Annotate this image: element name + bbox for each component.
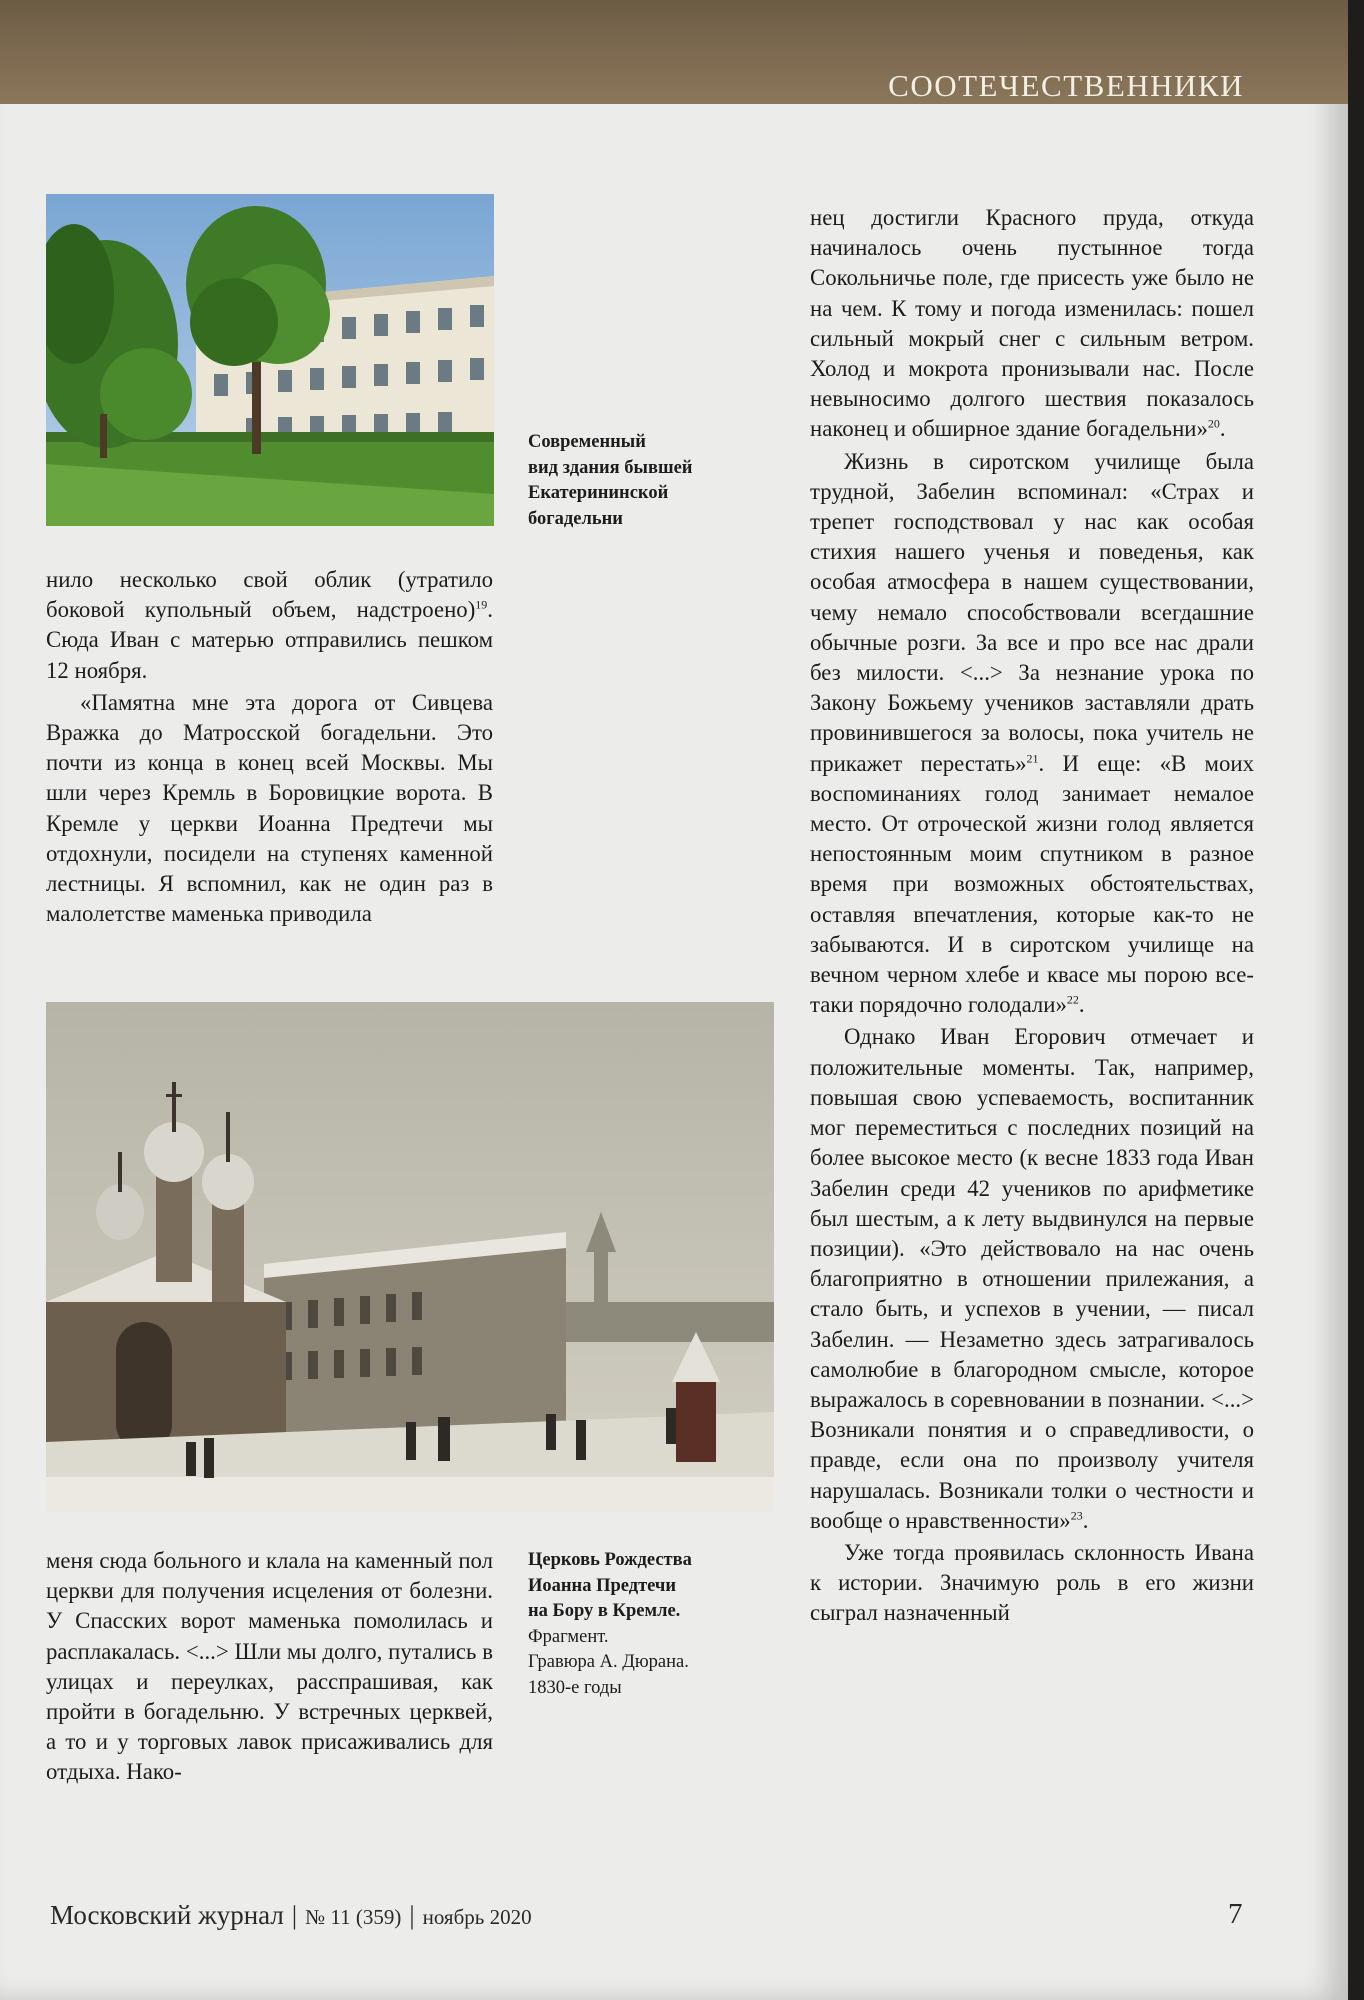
building-photo-caption (528, 430, 768, 532)
paragraph (810, 447, 1254, 1021)
church-engraving-illustration (46, 1002, 774, 1512)
paragraph-text: меня сюда больного и клала на каменный пол церкви для получения исцеления от болезни. У Спасских ворот маменька помолилась и расплакалась. <...> Шли мы долго, путались в улицах и переулках, расспрашивая, как пройти в богадельню. У встречных церквей, а то и у торговых лавок присаживались для отдыха. Нако- (46, 1548, 493, 1785)
section-rubric: СООТЕЧЕСТВЕННИКИ (888, 68, 1244, 103)
footnote-ref: 22 (1066, 992, 1079, 1007)
caption-note-line: Фрагмент. (528, 1626, 609, 1647)
paragraph-text: . (1078, 992, 1085, 1018)
church-engraving (46, 1002, 774, 1512)
paragraph-text: . (1219, 416, 1226, 442)
paragraph (46, 1546, 493, 1788)
issue-number: № 11 (359) (305, 1905, 402, 1929)
right-column-text (810, 203, 1254, 1629)
engraving-caption (528, 1548, 768, 1701)
caption-line: Современный (528, 432, 646, 452)
paragraph-text: Однако Иван Егорович отмечает и положительные моменты. Так, например, повышая свою успеваемость, воспитанник мог переместиться с последних позиций на более высокое место (к весне 1833 года Иван Забелин среди 42 учеников по арифметике был шестым, а к лету выдвинулся на первые позиции). «Это действовало на нас очень благоприятно в отношении прилежания, а стало быть, и успехов в учении, — писал Забелин. — Незаметно здесь затрагивалось самолюбие в благородном смысле, которое выражалось в соревновании в познании. <...> Возникали понятия и о справедливости, о правде, если она по произволу учителя нарушалась. Возникали толки о честности и вообще о нравственности» (810, 1024, 1254, 1533)
caption-title-line: Церковь Рождества (528, 1550, 692, 1570)
footnote-ref: 20 (1207, 416, 1220, 431)
paragraph-text: «Памятна мне эта дорога от Сивцева Вражка до Матросской богадельни. Это почти из конца в конец всей Москвы. Мы шли через Кремль в Боровицкие ворота. В Кремле у церкви Иоанна Предтечи мы отдохнули, посидели на ступенях каменной лестницы. Я вспомнил, как не один раз в малолетстве маменька приводила (46, 689, 493, 927)
paragraph (810, 203, 1254, 445)
footer-separator: | (409, 1901, 415, 1930)
paragraph (810, 1022, 1254, 1535)
footnote-ref: 23 (1070, 1508, 1083, 1523)
caption-note-line: Гравюра А. Дюрана. (528, 1652, 689, 1672)
caption-title-line: на Бору в Кремле. (528, 1601, 681, 1621)
footnote-ref: 19 (475, 597, 488, 612)
caption-note-line: 1830-е годы (528, 1677, 622, 1698)
journal-title: Московский журнал (50, 1900, 284, 1930)
paragraph-text: нец достигли Красного пруда, откуда начиналось очень пустынное тогда Сокольничье поле, где присесть уже было не на чем. К тому и погода изменилась: пошел сильный мокрый снег с сильным ветром. Холод и мокрота пронизывали нас. После невыносимо долгого шествия показалось наконец и обширное здание богадельни» (810, 205, 1254, 442)
paragraph (46, 565, 493, 686)
paragraph-text: . И еще: «В моих воспоминаниях голод занимает немалое место. От отроческой жизни голод является непостоянным моим спутником в разное время при возможных обстоятельствах, оставляя впечатления, которые как-то не забываются. И в сиротском училище на вечном черном хлебе и квасе мы порою все-таки порядочно голодали» (810, 750, 1254, 1018)
footer-separator: | (291, 1901, 298, 1930)
issue-date: ноябрь 2020 (422, 1905, 532, 1929)
building-photo (46, 194, 494, 526)
page-footer (50, 1900, 532, 1931)
caption-line: Екатерининской (528, 483, 669, 503)
paragraph (810, 1538, 1254, 1629)
page-number: 7 (1228, 1898, 1243, 1930)
left-column-bottom-text (46, 1546, 493, 1788)
paragraph-text: Уже тогда проявилась склонность Ивана к истории. Значимую роль в его жизни сыграл назначенный (810, 1539, 1254, 1626)
caption-line: вид здания бывшей (528, 457, 693, 478)
building-photo-illustration (46, 194, 494, 526)
caption-line: богадельни (528, 508, 623, 529)
footnote-ref: 21 (1026, 751, 1039, 766)
paragraph (46, 688, 493, 930)
paragraph-text: нило несколько свой облик (утратило боковой купольный объем, надстроено) (46, 567, 493, 623)
paragraph-text: . (1082, 1507, 1089, 1533)
paragraph-text: Жизнь в сиротском училище была трудной, Забелин вспоминал: «Страх и трепет господствовал у нас как особая стихия нашего ученья и поведенья, как особая атмосфера в нашем существовании, чему немало способствовали всегдашние обычные розги. За все и про все нас драли без милости. <...> За незнание урока по Закону Божьему учеников заставляли драть провинившегося за волосы, пока учитель не прикажет перестать» (810, 448, 1254, 776)
paragraph-text: . Сюда Иван с матерью отправились пешком 12 ноября. (46, 597, 493, 683)
caption-title-line: Иоанна Предтечи (528, 1575, 677, 1596)
left-column-top-text (46, 565, 493, 929)
section-header-bar (0, 0, 1348, 104)
